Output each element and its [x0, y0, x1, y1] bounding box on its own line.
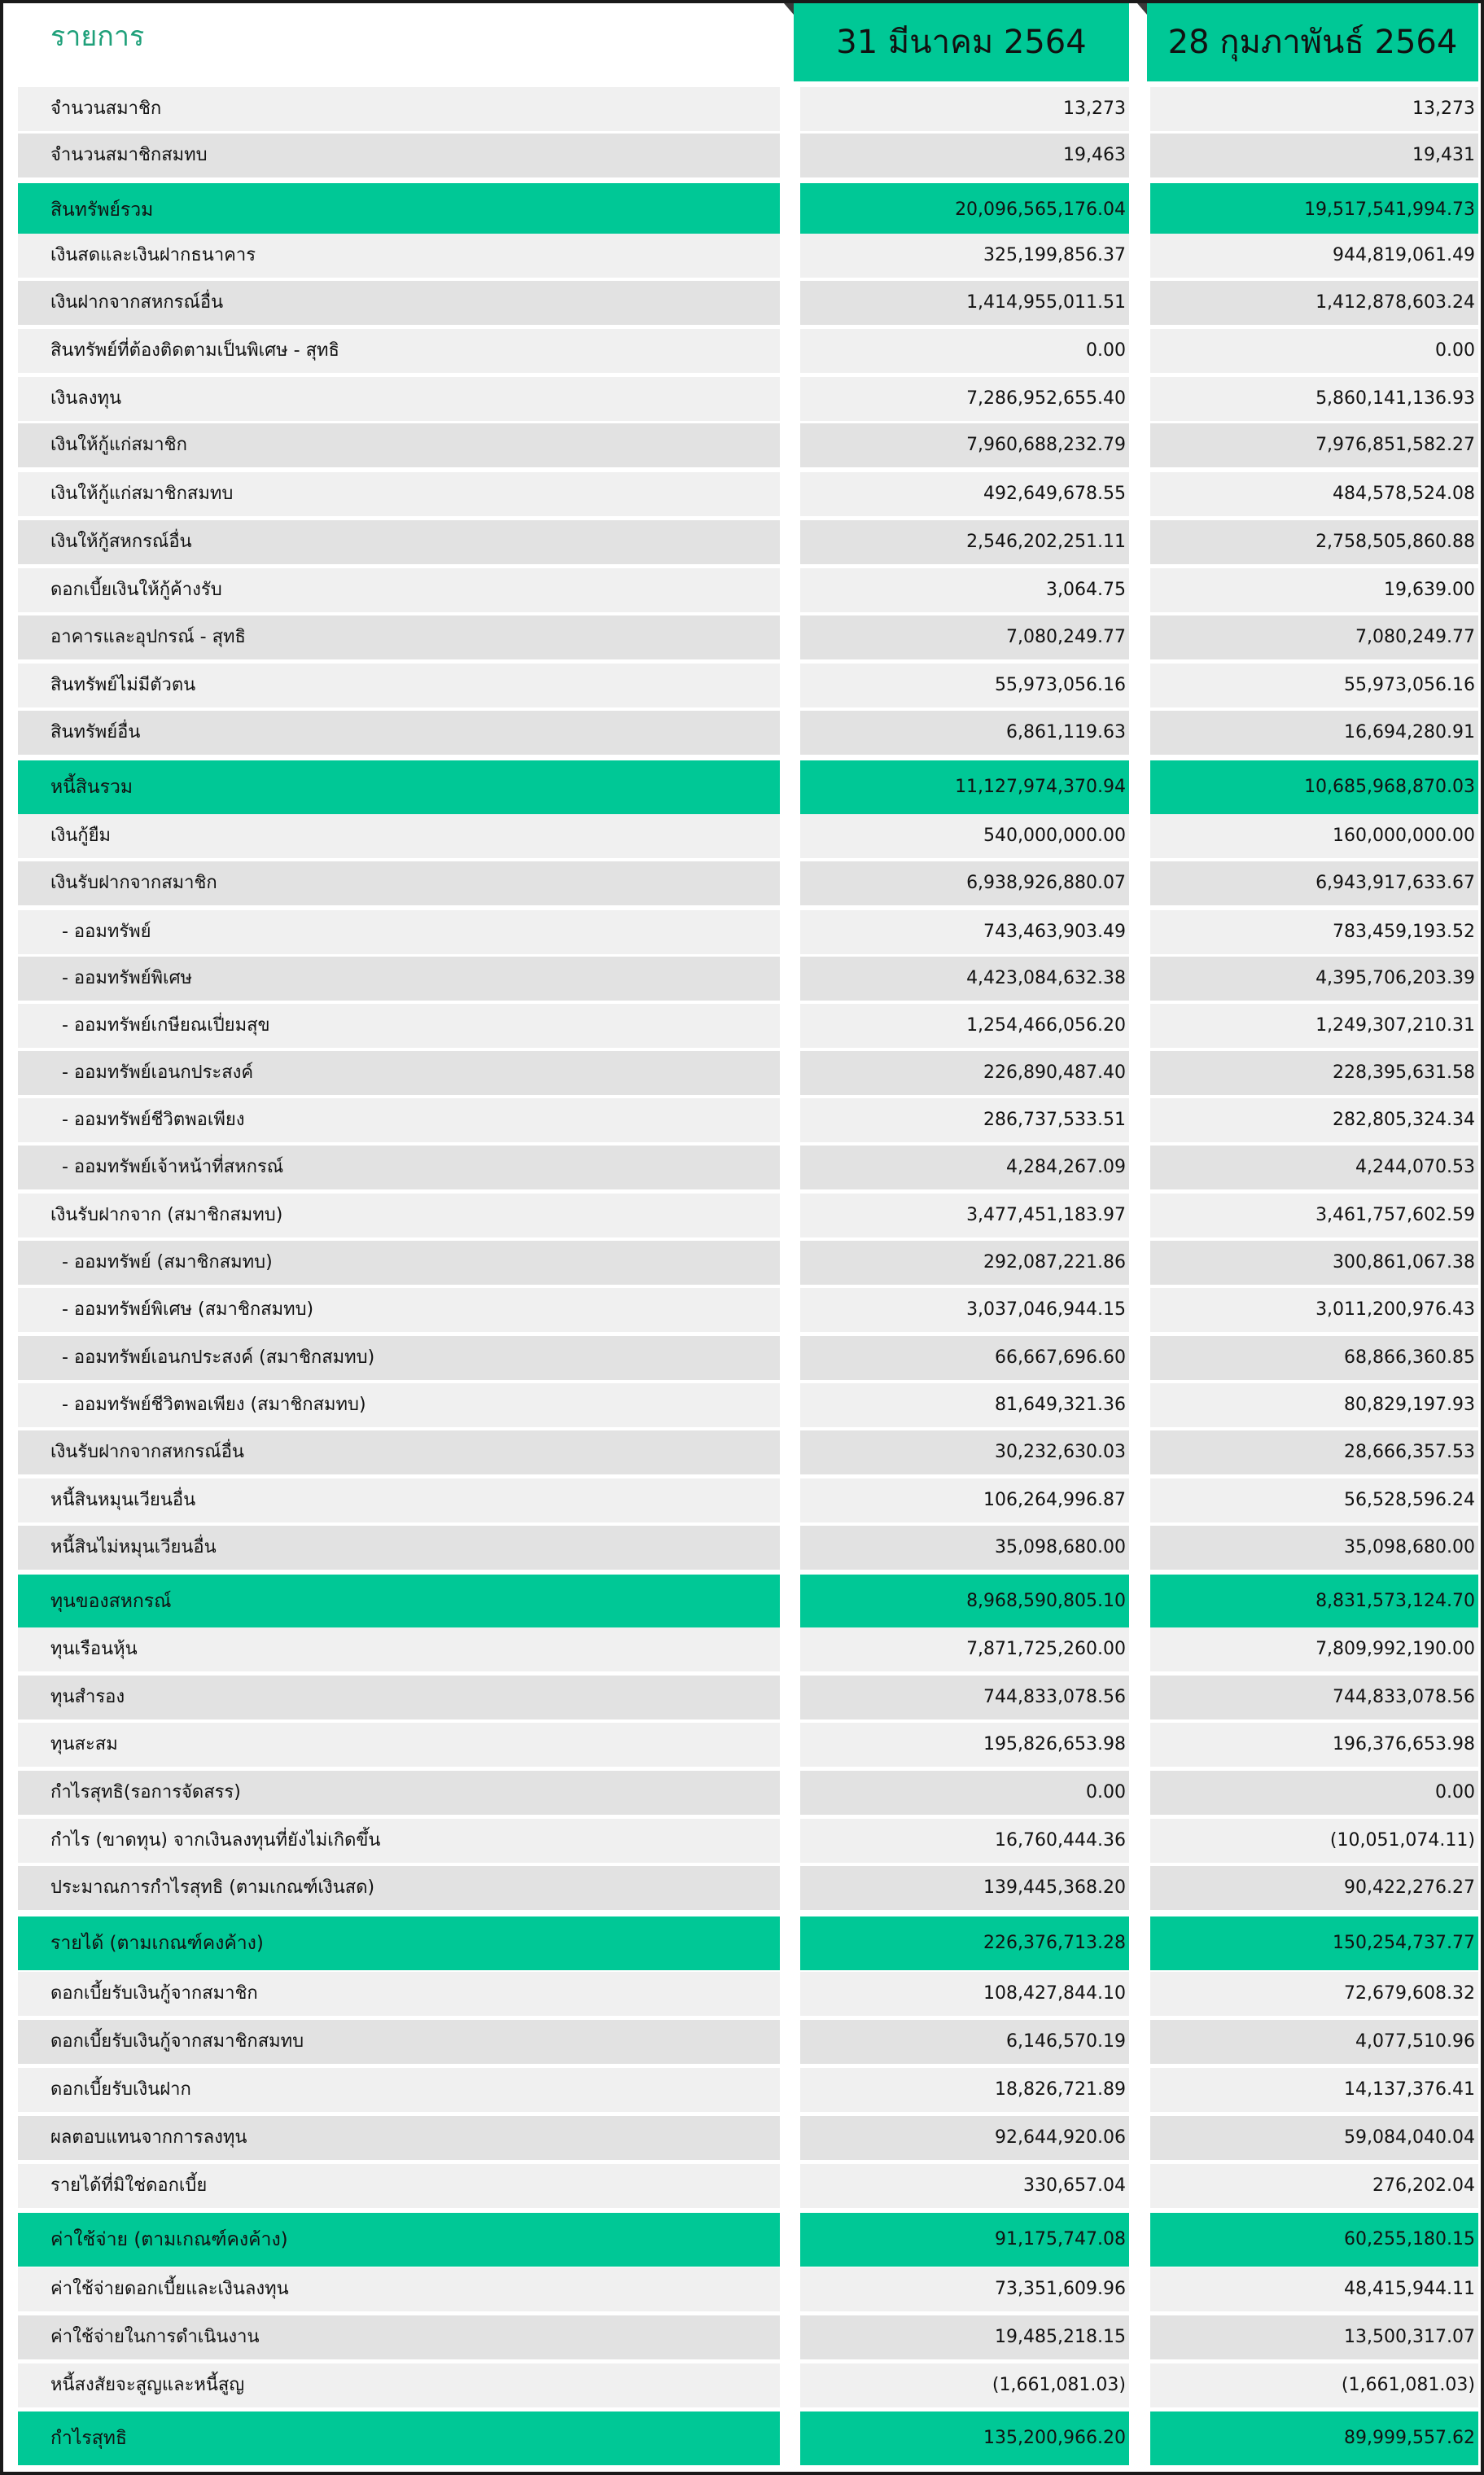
row-label: เงินฝากจากสหกรณ์อื่น — [18, 281, 780, 325]
value-february-2564: 5,860,141,136.93 — [1150, 377, 1478, 421]
table-row — [3, 1478, 1484, 1522]
value-february-2564: 59,084,040.04 — [1150, 2116, 1478, 2160]
row-label: - ออมทรัพย์เอนกประสงค์ (สมาชิกสมทบ) — [18, 1336, 780, 1380]
value-march-2564: 330,657.04 — [800, 2164, 1129, 2208]
table-row — [3, 1194, 1484, 1238]
table-row — [3, 134, 1484, 177]
row-label: - ออมทรัพย์พิเศษ — [18, 957, 780, 1001]
value-march-2564: 292,087,221.86 — [800, 1241, 1129, 1285]
table-row — [3, 87, 1484, 131]
header-period-february-2564: 28 กุมภาพันธ์ 2564 — [1147, 3, 1478, 81]
value-february-2564: 276,202.04 — [1150, 2164, 1478, 2208]
value-february-2564: 8,831,573,124.70 — [1150, 1575, 1478, 1628]
table-row — [3, 568, 1484, 612]
row-label: หนี้สินรวม — [18, 760, 780, 814]
table-row — [3, 1972, 1484, 2016]
value-february-2564: 1,412,878,603.24 — [1150, 281, 1478, 325]
value-february-2564: 60,255,180.15 — [1150, 2213, 1478, 2267]
row-label: หนี้สงสัยจะสูญและหนี้สูญ — [18, 2363, 780, 2407]
value-march-2564: 195,826,653.98 — [800, 1723, 1129, 1767]
value-march-2564: 3,477,451,183.97 — [800, 1194, 1129, 1238]
row-label: ค่าใช้จ่ายในการดำเนินงาน — [18, 2315, 780, 2359]
table-row — [3, 1288, 1484, 1332]
table-row — [3, 861, 1484, 905]
value-february-2564: 72,679,608.32 — [1150, 1972, 1478, 2016]
value-february-2564: 35,098,680.00 — [1150, 1526, 1478, 1570]
value-february-2564: 228,395,631.58 — [1150, 1051, 1478, 1095]
row-label: ดอกเบี้ยเงินให้กู้ค้างรับ — [18, 568, 780, 612]
row-label: ทุนสะสม — [18, 1723, 780, 1767]
table-row — [3, 1146, 1484, 1189]
value-february-2564: 13,500,317.07 — [1150, 2315, 1478, 2359]
value-march-2564: 55,973,056.16 — [800, 664, 1129, 707]
value-march-2564: 92,644,920.06 — [800, 2116, 1129, 2160]
value-march-2564: 3,064.75 — [800, 568, 1129, 612]
value-february-2564: 55,973,056.16 — [1150, 664, 1478, 707]
value-february-2564: 14,137,376.41 — [1150, 2068, 1478, 2112]
table-row — [3, 1383, 1484, 1427]
row-label: เงินรับฝากจากสมาชิก — [18, 861, 780, 905]
value-march-2564: 11,127,974,370.94 — [800, 760, 1129, 814]
row-label: ดอกเบี้ยรับเงินกู้จากสมาชิก — [18, 1972, 780, 2016]
value-february-2564: 7,809,992,190.00 — [1150, 1627, 1478, 1671]
value-february-2564: 19,517,541,994.73 — [1150, 183, 1478, 237]
value-march-2564: 743,463,903.49 — [800, 910, 1129, 954]
value-march-2564: 4,423,084,632.38 — [800, 957, 1129, 1001]
value-february-2564: 300,861,067.38 — [1150, 1241, 1478, 1285]
row-label: - ออมทรัพย์ — [18, 910, 780, 954]
value-march-2564: 226,376,713.28 — [800, 1916, 1129, 1970]
table-row — [3, 1627, 1484, 1671]
value-february-2564: 68,866,360.85 — [1150, 1336, 1478, 1380]
row-label: อาคารและอุปกรณ์ - สุทธิ — [18, 615, 780, 659]
value-february-2564: 28,666,357.53 — [1150, 1430, 1478, 1474]
row-label: ค่าใช้จ่าย (ตามเกณฑ์คงค้าง) — [18, 2213, 780, 2267]
value-march-2564: 286,737,533.51 — [800, 1098, 1129, 1142]
value-march-2564: 6,146,570.19 — [800, 2020, 1129, 2064]
value-february-2564: 944,819,061.49 — [1150, 234, 1478, 278]
row-label: รายได้ที่มิใช่ดอกเบี้ย — [18, 2164, 780, 2208]
value-february-2564: (1,661,081.03) — [1150, 2363, 1478, 2407]
section-row — [3, 183, 1484, 237]
section-row — [3, 1916, 1484, 1970]
table-row — [3, 1866, 1484, 1910]
section-row — [3, 1575, 1484, 1628]
value-march-2564: 226,890,487.40 — [800, 1051, 1129, 1095]
value-february-2564: 13,273 — [1150, 87, 1478, 131]
row-label: - ออมทรัพย์ (สมาชิกสมทบ) — [18, 1241, 780, 1285]
value-february-2564: 19,639.00 — [1150, 568, 1478, 612]
row-label: หนี้สินไม่หมุนเวียนอื่น — [18, 1526, 780, 1570]
row-label: เงินให้กู้แก่สมาชิก — [18, 423, 780, 467]
table-row — [3, 957, 1484, 1001]
value-february-2564: 3,011,200,976.43 — [1150, 1288, 1478, 1332]
table-row — [3, 910, 1484, 954]
section-row — [3, 2411, 1484, 2465]
table-row — [3, 1004, 1484, 1048]
value-march-2564: 7,080,249.77 — [800, 615, 1129, 659]
row-label: ดอกเบี้ยรับเงินกู้จากสมาชิกสมทบ — [18, 2020, 780, 2064]
value-february-2564: 80,829,197.93 — [1150, 1383, 1478, 1427]
row-label: เงินกู้ยืม — [18, 814, 780, 858]
value-march-2564: 13,273 — [800, 87, 1129, 131]
value-march-2564: 4,284,267.09 — [800, 1146, 1129, 1189]
value-march-2564: 540,000,000.00 — [800, 814, 1129, 858]
value-march-2564: 135,200,966.20 — [800, 2411, 1129, 2465]
value-march-2564: 6,861,119.63 — [800, 711, 1129, 755]
table-row — [3, 711, 1484, 755]
value-march-2564: 7,286,952,655.40 — [800, 377, 1129, 421]
table-row — [3, 2020, 1484, 2064]
value-march-2564: 18,826,721.89 — [800, 2068, 1129, 2112]
value-march-2564: 81,649,321.36 — [800, 1383, 1129, 1427]
value-march-2564: 3,037,046,944.15 — [800, 1288, 1129, 1332]
value-march-2564: 19,485,218.15 — [800, 2315, 1129, 2359]
row-label: ทุนของสหกรณ์ — [18, 1575, 780, 1628]
value-february-2564: (10,051,074.11) — [1150, 1819, 1478, 1863]
value-february-2564: 484,578,524.08 — [1150, 472, 1478, 516]
table-row — [3, 1723, 1484, 1767]
table-row — [3, 1098, 1484, 1142]
value-march-2564: 19,463 — [800, 134, 1129, 177]
value-march-2564: 66,667,696.60 — [800, 1336, 1129, 1380]
table-row — [3, 2116, 1484, 2160]
value-march-2564: 106,264,996.87 — [800, 1478, 1129, 1522]
value-february-2564: 282,805,324.34 — [1150, 1098, 1478, 1142]
row-label: - ออมทรัพย์เจ้าหน้าที่สหกรณ์ — [18, 1146, 780, 1189]
table-row — [3, 2315, 1484, 2359]
row-label: จำนวนสมาชิกสมทบ — [18, 134, 780, 177]
value-february-2564: 0.00 — [1150, 329, 1478, 373]
value-march-2564: 35,098,680.00 — [800, 1526, 1129, 1570]
value-march-2564: 30,232,630.03 — [800, 1430, 1129, 1474]
table-row — [3, 329, 1484, 373]
value-march-2564: 108,427,844.10 — [800, 1972, 1129, 2016]
value-february-2564: 783,459,193.52 — [1150, 910, 1478, 954]
row-label: สินทรัพย์ไม่มีตัวตน — [18, 664, 780, 707]
value-march-2564: 7,871,725,260.00 — [800, 1627, 1129, 1671]
value-february-2564: 7,976,851,582.27 — [1150, 423, 1478, 467]
value-february-2564: 3,461,757,602.59 — [1150, 1194, 1478, 1238]
value-march-2564: 492,649,678.55 — [800, 472, 1129, 516]
row-label: ค่าใช้จ่ายดอกเบี้ยและเงินลงทุน — [18, 2267, 780, 2311]
value-february-2564: 6,943,917,633.67 — [1150, 861, 1478, 905]
table-row — [3, 281, 1484, 325]
row-label: จำนวนสมาชิก — [18, 87, 780, 131]
row-label: สินทรัพย์อื่น — [18, 711, 780, 755]
row-label: เงินรับฝากจาก (สมาชิกสมทบ) — [18, 1194, 780, 1238]
value-february-2564: 744,833,078.56 — [1150, 1676, 1478, 1719]
value-february-2564: 89,999,557.62 — [1150, 2411, 1478, 2465]
value-march-2564: 0.00 — [800, 1771, 1129, 1815]
value-february-2564: 4,077,510.96 — [1150, 2020, 1478, 2064]
value-march-2564: 91,175,747.08 — [800, 2213, 1129, 2267]
table-row — [3, 1051, 1484, 1095]
row-label: รายได้ (ตามเกณฑ์คงค้าง) — [18, 1916, 780, 1970]
row-label: กำไรสุทธิ — [18, 2411, 780, 2465]
value-february-2564: 7,080,249.77 — [1150, 615, 1478, 659]
row-label: - ออมทรัพย์เอนกประสงค์ — [18, 1051, 780, 1095]
table-row — [3, 234, 1484, 278]
value-march-2564: 1,414,955,011.51 — [800, 281, 1129, 325]
row-label: ทุนสำรอง — [18, 1676, 780, 1719]
header-period-march-2564: 31 มีนาคม 2564 — [794, 3, 1129, 81]
table-row — [3, 2267, 1484, 2311]
value-february-2564: 10,685,968,870.03 — [1150, 760, 1478, 814]
value-february-2564: 160,000,000.00 — [1150, 814, 1478, 858]
value-february-2564: 4,395,706,203.39 — [1150, 957, 1478, 1001]
table-row — [3, 472, 1484, 516]
value-february-2564: 19,431 — [1150, 134, 1478, 177]
row-label: ดอกเบี้ยรับเงินฝาก — [18, 2068, 780, 2112]
value-march-2564: 1,254,466,056.20 — [800, 1004, 1129, 1048]
value-march-2564: 73,351,609.96 — [800, 2267, 1129, 2311]
row-label: ทุนเรือนหุ้น — [18, 1627, 780, 1671]
value-march-2564: 2,546,202,251.11 — [800, 520, 1129, 564]
table-row — [3, 1526, 1484, 1570]
row-label: กำไร (ขาดทุน) จากเงินลงทุนที่ยังไม่เกิดขึ้น — [18, 1819, 780, 1863]
value-february-2564: 0.00 — [1150, 1771, 1478, 1815]
table-row — [3, 1336, 1484, 1380]
table-row — [3, 1676, 1484, 1719]
row-label: เงินรับฝากจากสหกรณ์อื่น — [18, 1430, 780, 1474]
value-february-2564: 48,415,944.11 — [1150, 2267, 1478, 2311]
row-label: - ออมทรัพย์ชีวิตพอเพียง — [18, 1098, 780, 1142]
value-march-2564: 139,445,368.20 — [800, 1866, 1129, 1910]
table-row — [3, 2164, 1484, 2208]
value-march-2564: 744,833,078.56 — [800, 1676, 1129, 1719]
row-label: เงินลงทุน — [18, 377, 780, 421]
table-row — [3, 1430, 1484, 1474]
table-row — [3, 520, 1484, 564]
value-february-2564: 90,422,276.27 — [1150, 1866, 1478, 1910]
section-row — [3, 760, 1484, 814]
value-february-2564: 56,528,596.24 — [1150, 1478, 1478, 1522]
row-label: ประมาณการกำไรสุทธิ (ตามเกณฑ์เงินสด) — [18, 1866, 780, 1910]
row-label: - ออมทรัพย์ชีวิตพอเพียง (สมาชิกสมทบ) — [18, 1383, 780, 1427]
value-march-2564: 6,938,926,880.07 — [800, 861, 1129, 905]
row-label: สินทรัพย์รวม — [18, 183, 780, 237]
value-march-2564: 7,960,688,232.79 — [800, 423, 1129, 467]
value-march-2564: (1,661,081.03) — [800, 2363, 1129, 2407]
table-row — [3, 814, 1484, 858]
value-february-2564: 150,254,737.77 — [1150, 1916, 1478, 1970]
table-row — [3, 664, 1484, 707]
value-february-2564: 2,758,505,860.88 — [1150, 520, 1478, 564]
table-row — [3, 1819, 1484, 1863]
value-march-2564: 0.00 — [800, 329, 1129, 373]
value-march-2564: 8,968,590,805.10 — [800, 1575, 1129, 1628]
value-february-2564: 1,249,307,210.31 — [1150, 1004, 1478, 1048]
value-february-2564: 196,376,653.98 — [1150, 1723, 1478, 1767]
row-label: กำไรสุทธิ(รอการจัดสรร) — [18, 1771, 780, 1815]
table-row — [3, 1771, 1484, 1815]
table-row — [3, 615, 1484, 659]
value-march-2564: 20,096,565,176.04 — [800, 183, 1129, 237]
table-row — [3, 423, 1484, 467]
row-label: สินทรัพย์ที่ต้องติดตามเป็นพิเศษ - สุทธิ — [18, 329, 780, 373]
value-february-2564: 16,694,280.91 — [1150, 711, 1478, 755]
value-february-2564: 4,244,070.53 — [1150, 1146, 1478, 1189]
header-item-label: รายการ — [50, 20, 145, 53]
row-label: - ออมทรัพย์เกษียณเปี่ยมสุข — [18, 1004, 780, 1048]
row-label: หนี้สินหมุนเวียนอื่น — [18, 1478, 780, 1522]
row-label: เงินให้กู้สหกรณ์อื่น — [18, 520, 780, 564]
table-row — [3, 2363, 1484, 2407]
table-row — [3, 1241, 1484, 1285]
table-row — [3, 377, 1484, 421]
row-label: เงินสดและเงินฝากธนาคาร — [18, 234, 780, 278]
value-march-2564: 325,199,856.37 — [800, 234, 1129, 278]
row-label: เงินให้กู้แก่สมาชิกสมทบ — [18, 472, 780, 516]
row-label: ผลตอบแทนจากการลงทุน — [18, 2116, 780, 2160]
table-row — [3, 2068, 1484, 2112]
row-label: - ออมทรัพย์พิเศษ (สมาชิกสมทบ) — [18, 1288, 780, 1332]
value-march-2564: 16,760,444.36 — [800, 1819, 1129, 1863]
section-row — [3, 2213, 1484, 2267]
